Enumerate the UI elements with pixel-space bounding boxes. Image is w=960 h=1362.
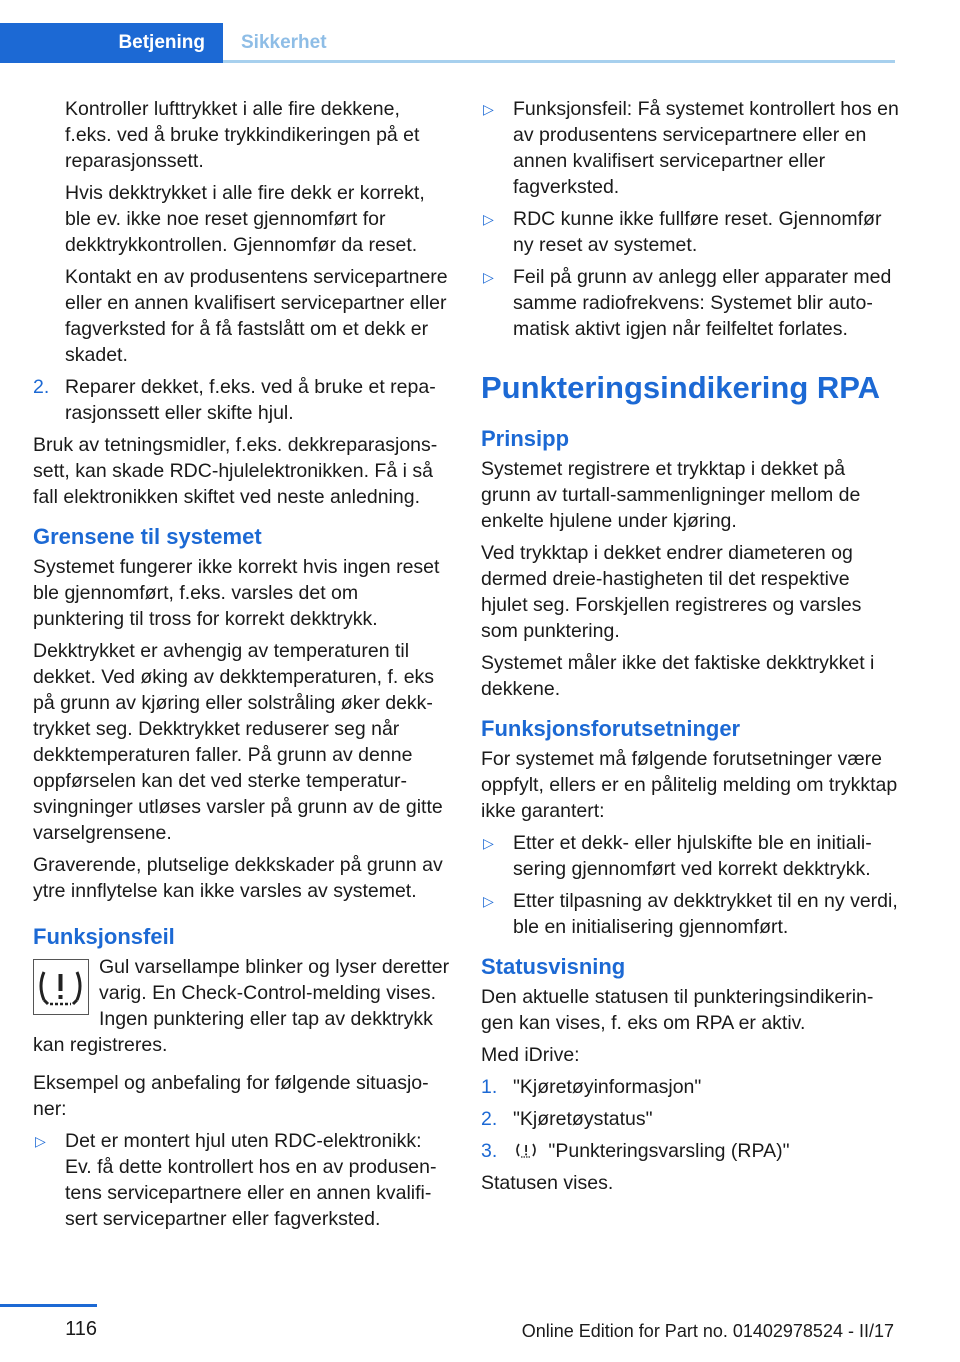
tab-sikkerhet[interactable]: Sikkerhet [241,32,327,53]
list-item-step-3 [481,1138,899,1164]
heading-punkteringsindikering: Punkteringsindikering RPA [481,370,881,405]
triangle-bullet-icon: ▷ [483,211,494,227]
page-number: 116 [65,1318,97,1340]
footer-rule [0,1304,97,1307]
triangle-bullet-icon: ▷ [483,893,494,909]
triangle-bullet-icon: ▷ [483,101,494,117]
tab-betjening[interactable]: Betjening [0,23,223,63]
bullet-item [481,830,899,882]
heading-prinsipp: Prinsipp [481,426,570,451]
bullet-item [481,888,899,940]
heading-funksjonsforutsetninger: Funksjonsforutsetninger [481,716,741,741]
bullet-item [481,96,899,200]
heading-funksjonsfeil: Funksjonsfeil [33,924,175,949]
paragraph: Statusen vises. [481,1172,614,1194]
paragraph: Bruk av tetningsmidler, f.eks. dekkreparasjonssett, kan skade RDC-hjulelektronikken. Få i så fall elektronikken skiftet ved neste anledning. [33,434,438,508]
footer-edition: Online Edition for Part no. 01402978524 - II/17 [521,1321,894,1341]
step-number: 2. [33,376,50,398]
triangle-bullet-icon: ▷ [483,835,494,851]
paragraph: Hvis dekktrykket i alle fire dekk er korrekt, ble ev. ikke noe reset gjennomført for dekktrykkontrollen. Gjennomfør da reset. [65,182,425,256]
paragraph: Den aktuelle statusen til punkteringsindikeringen kan vises, f. eks om RPA er aktiv. [481,986,874,1034]
step-text: Reparer dekket, f.eks. ved å bruke et reparasjonssett eller skifte hjul. [65,376,436,424]
paragraph: Gul varsellampe blinker og lyser deretter varig. En Check-Control-melding vises. Ingen punktering eller tap av dekktrykk kan registreres. [33,956,450,1056]
tire-pressure-warning-icon [33,959,89,1015]
step-text: "Kjøretøystatus" [513,1108,653,1130]
bullet-text: Funksjonsfeil: Få systemet kontrollert hos en av produsentens servicepartnere eller en annen kvalifisert servicepartner eller fagverksted. [513,98,899,198]
bullet-item [481,206,899,258]
list-item-step-1 [481,1074,899,1100]
paragraph: Graverende, plutselige dekkskader på grunn av ytre innflytelse kan ikke varsles av systemet. [33,854,443,902]
bullet-item [481,264,899,342]
header-tabs [0,23,895,63]
bullet-text: Det er montert hjul uten RDC-elektronikk: Ev. få dette kontrollert hos en av produsentens servicepartnere eller en annen kvalifisert servicepartner eller fagverksted. [65,1130,437,1230]
bullet-item [33,1128,451,1232]
heading-statusvisning: Statusvisning [481,954,626,979]
step-number: 3. [481,1140,498,1162]
step-text: "Kjøretøyinformasjon" [513,1076,702,1098]
right-column [481,96,899,1202]
step-text: "Punkteringsvarsling (RPA)" [548,1140,790,1162]
heading-grensene: Grensene til systemet [33,524,262,549]
paragraph: For systemet må følgende forutsetninger være oppfylt, ellers er en pålitelig melding om trykktap ikke garantert: [481,748,898,822]
paragraph: Systemet registrere et trykktap i dekket på grunn av turtall-sammenligninger mellom de enkelte hjulene under kjøring. [481,458,861,532]
paragraph: Systemet måler ikke det faktiske dekktrykket i dekkene. [481,652,875,700]
list-item-step-2 [33,374,451,426]
bullet-text: Etter et dekk- eller hjulskifte ble en initialisering gjennomført ved korrekt dekktrykk. [513,832,872,880]
triangle-bullet-icon: ▷ [483,269,494,285]
left-column [33,96,451,1238]
step-number: 1. [481,1076,498,1098]
bullet-text: Etter tilpasning av dekktrykket til en ny verdi, ble en initialisering gjennomført. [513,890,898,938]
list-item-step-2 [481,1106,899,1132]
tire-pressure-icon [515,1140,537,1158]
paragraph: Eksempel og anbefaling for følgende situasjoner: [33,1072,429,1120]
warning-block [33,954,451,1058]
paragraph: Dekktrykket er avhengig av temperaturen til dekket. Ved øking av dekktemperaturen, f. eks på grunn av kjøring eller solstråling øker dekktrykket seg. Dekktrykket reduserer seg når dekktemperaturen faller. På grunn av denne oppførselen kan det ved sterke temperatursvingninger utløses varsler på grunn av de gitte varselgrensene. [33,640,443,844]
paragraph: Kontroller lufttrykket i alle fire dekkene, f.eks. ved å bruke trykkindikeringen på et reparasjonssett. [65,98,420,172]
step-number: 2. [481,1108,498,1130]
bullet-text: Feil på grunn av anlegg eller apparater med samme radiofrekvens: Systemet blir automatisk aktivt igjen når feilfeltet forlates. [513,266,892,340]
paragraph: Kontakt en av produsentens servicepartnere eller en annen kvalifisert servicepartner eller fagverksted for å få fastslått om et dekk er skadet. [65,266,448,366]
paragraph: Med iDrive: [481,1044,580,1066]
paragraph: Ved trykktap i dekket endrer diameteren og dermed dreie-hastigheten til det respektive hjulet seg. Forskjellen registreres og varsles som punktering. [481,542,862,642]
triangle-bullet-icon: ▷ [35,1133,46,1149]
bullet-text: RDC kunne ikke fullføre reset. Gjennomfør ny reset av systemet. [513,208,882,256]
paragraph: Systemet fungerer ikke korrekt hvis ingen reset ble gjennomført, f.eks. varsles det om punktering til tross for korrekt dekktrykk. [33,556,440,630]
